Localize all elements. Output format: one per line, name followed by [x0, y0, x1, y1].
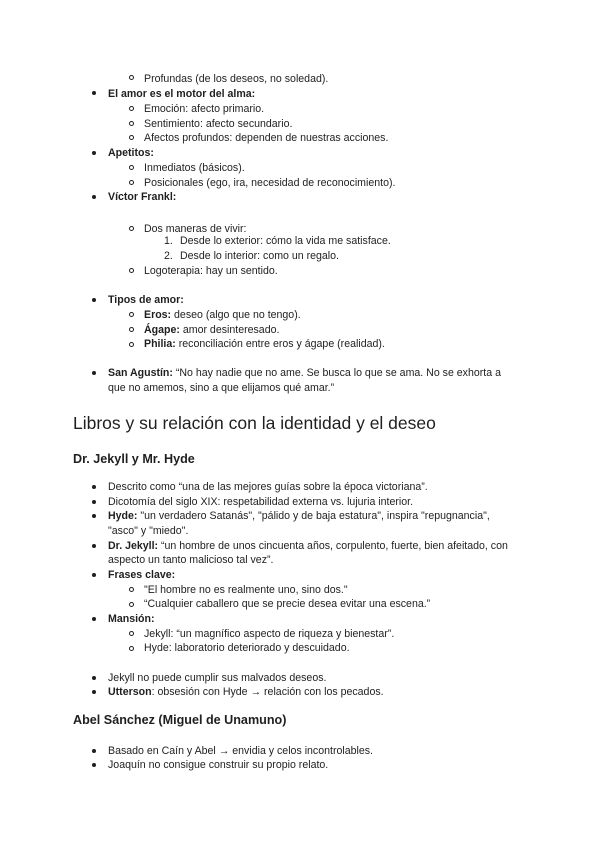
bullet-icon: [92, 151, 96, 155]
list-item: Descrito como “una de las mejores guías sobre la época victoriana”.: [108, 481, 428, 493]
list-item: Tipos de amor:: [108, 294, 184, 306]
bullet-icon: [92, 91, 96, 95]
circle-bullet-icon: [129, 646, 134, 651]
circle-bullet-icon: [129, 327, 134, 332]
list-item: Inmediatos (básicos).: [144, 162, 245, 174]
bullet-icon: [92, 749, 96, 753]
circle-bullet-icon: [129, 342, 134, 347]
list-item: Dos maneras de vivir:: [144, 223, 247, 235]
term-text: "un verdadero Satanás", "pálido y de baja estatura", inspira "repugnancia",: [137, 510, 490, 522]
section-title: Libros y su relación con la identidad y el deseo: [73, 413, 436, 433]
list-item: Jekyll: “un magnífico aspecto de riqueza y bienestar”.: [144, 628, 395, 640]
bullet-icon: [92, 485, 96, 489]
list-item-continuation: aspecto un tanto malicioso tal vez”.: [108, 554, 274, 566]
list-item: Frases clave:: [108, 569, 176, 581]
list-item: [144, 308, 301, 322]
bullet-icon: [92, 195, 96, 199]
bullet-icon: [92, 544, 96, 548]
circle-bullet-icon: [129, 268, 134, 273]
list-item: [108, 539, 508, 553]
list-item: Joaquín no consigue construir su propio relato.: [108, 759, 329, 771]
bullet-icon: [92, 371, 96, 375]
term-label: Ágape:: [144, 324, 180, 336]
bullet-icon: [92, 690, 96, 694]
term-text: amor desinteresado.: [179, 324, 280, 336]
list-item: Desde lo interior: como un regalo.: [180, 250, 339, 262]
list-item: Hyde: laboratorio deteriorado y descuidado.: [144, 642, 350, 654]
circle-bullet-icon: [129, 135, 134, 140]
list-item: [108, 509, 490, 523]
circle-bullet-icon: [129, 121, 134, 126]
list-item: Basado en Caín y Abel → envidia y celos incontrolables.: [108, 745, 373, 757]
list-item: Desde lo exterior: cómo la vida me satisface.: [180, 235, 391, 247]
term-text: deseo (algo que no tengo).: [171, 309, 301, 321]
term-label: Hyde:: [108, 510, 138, 522]
jekyll-heading: Dr. Jekyll y Mr. Hyde: [73, 452, 195, 466]
term-text: : obsesión con Hyde → relación con los pecados.: [151, 686, 384, 698]
term-text: “No hay nadie que no ame. Se busca lo que se ama. No se exhorta a: [172, 367, 501, 379]
list-number: 2.: [164, 250, 173, 262]
list-item: Apetitos:: [108, 147, 154, 159]
list-item: El amor es el motor del alma:: [108, 88, 256, 100]
bullet-icon: [92, 763, 96, 767]
list-item: [108, 366, 501, 380]
term-label: Philia:: [144, 338, 176, 350]
bullet-icon: [92, 573, 96, 577]
list-item: [108, 685, 384, 699]
bullet-icon: [92, 514, 96, 518]
list-item: Dicotomía del siglo XIX: respetabilidad externa vs. lujuria interior.: [108, 496, 414, 508]
circle-bullet-icon: [129, 226, 134, 231]
circle-bullet-icon: [129, 312, 134, 317]
list-item: [144, 323, 279, 337]
list-item: Víctor Frankl:: [108, 191, 177, 203]
list-item: "El hombre no es realmente uno, sino dos.": [144, 584, 348, 596]
term-text: reconciliación entre eros y ágape (realidad).: [175, 338, 385, 350]
bullet-icon: [92, 676, 96, 680]
circle-bullet-icon: [129, 631, 134, 636]
bullet-icon: [92, 617, 96, 621]
term-label: Utterson: [108, 686, 152, 698]
bullet-icon: [92, 298, 96, 302]
term-label: Eros:: [144, 309, 172, 321]
list-item-continuation: que no amemos, sino a que elijamos qué amar.”: [108, 382, 335, 394]
term-label: San Agustín:: [108, 367, 173, 379]
list-item: [144, 337, 385, 351]
list-item: Emoción: afecto primario.: [144, 103, 265, 115]
list-item: “Cualquier caballero que se precie desea evitar una escena.”: [144, 598, 431, 610]
list-item: Profundas (de los deseos, no soledad).: [144, 73, 329, 85]
circle-bullet-icon: [129, 602, 134, 607]
circle-bullet-icon: [129, 180, 134, 185]
list-item: Afectos profundos: dependen de nuestras acciones.: [144, 132, 389, 144]
list-item: Posicionales (ego, ira, necesidad de reconocimiento).: [144, 177, 396, 189]
list-item: Mansión:: [108, 613, 155, 625]
list-item: Sentimiento: afecto secundario.: [144, 118, 293, 130]
list-item-continuation: "asco" y "miedo".: [108, 525, 189, 537]
term-label: Dr. Jekyll:: [108, 540, 159, 552]
circle-bullet-icon: [129, 165, 134, 170]
list-item: Logoterapia: hay un sentido.: [144, 265, 278, 277]
list-item: Jekyll no puede cumplir sus malvados deseos.: [108, 672, 327, 684]
bullet-icon: [92, 500, 96, 504]
abel-heading: Abel Sánchez (Miguel de Unamuno): [73, 713, 287, 727]
circle-bullet-icon: [129, 75, 134, 80]
circle-bullet-icon: [129, 106, 134, 111]
list-number: 1.: [164, 235, 173, 247]
term-text: “un hombre de unos cincuenta años, corpulento, fuerte, bien afeitado, con: [158, 540, 508, 552]
circle-bullet-icon: [129, 587, 134, 592]
